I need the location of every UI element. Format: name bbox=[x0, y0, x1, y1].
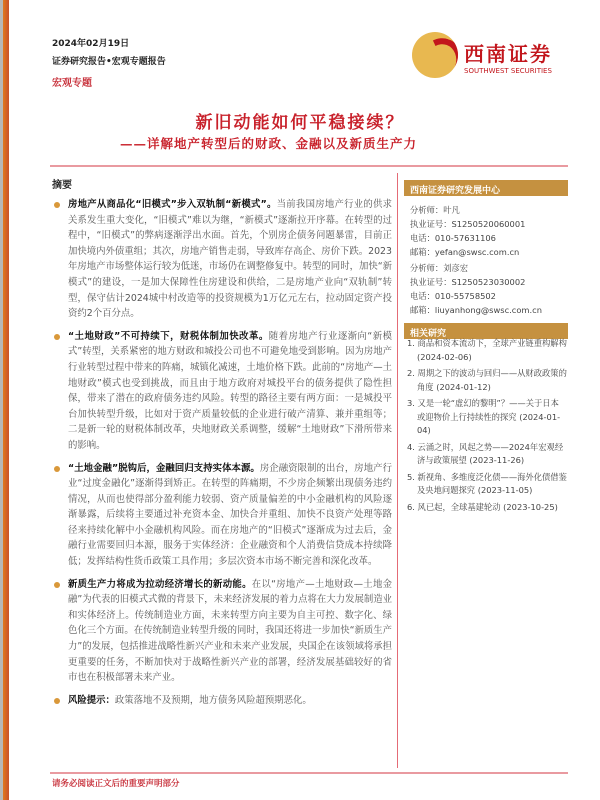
analyst-name: 分析师：叶凡 bbox=[410, 205, 460, 215]
page-title: 新旧动能如何平稳接续？ bbox=[195, 113, 405, 133]
logo-cn: 西南证券 bbox=[464, 42, 552, 66]
column-divider bbox=[397, 173, 398, 768]
related-item[interactable]: 6. 风已起，全球基建轮动 (2023-10-25) bbox=[407, 501, 558, 512]
logo-emblem-icon bbox=[412, 32, 458, 78]
related-research-list bbox=[407, 337, 567, 517]
related-item[interactable]: 5. 新视角、多维度泛化债——海外化债借鉴及央地问题探究 (2023-11-05) bbox=[407, 471, 567, 495]
company-logo bbox=[412, 32, 562, 84]
abstract-item bbox=[52, 461, 392, 570]
divider bbox=[50, 165, 568, 167]
item-text: 政策落地不及预期，地方债务风险超预期恶化。 bbox=[114, 694, 312, 706]
related-item[interactable]: 3. 又是一轮“虚幻的黎明”？——关于日本或迎物价上行持续性的探究 (2024-01-04) bbox=[407, 398, 561, 435]
report-date: 2024年02月19日 bbox=[52, 39, 130, 49]
related-item[interactable]: 1. 商品和资本流动下，全球产业链重构解构 (2024-02-06) bbox=[407, 338, 567, 362]
item-lead: 房地产从商品化“旧模式”步入双轨制“新模式”。 bbox=[68, 199, 277, 210]
abstract-item bbox=[52, 197, 392, 322]
related-research-heading: 相关研究 bbox=[404, 323, 568, 339]
item-lead: 新质生产力将成为拉动经济增长的新动能。 bbox=[68, 578, 252, 590]
item-lead: “土地金融”脱钩后，金融回归支持实体本源。 bbox=[68, 462, 260, 474]
abstract-body bbox=[52, 197, 392, 715]
item-text: 当前我国房地产行业的供求关系发生重大变化，“旧模式”难以为继，“新模式”逐渐拉开序幕。在转型的过程中，“旧模式”的弊病逐渐浮出水面。首先，个别房企债务问题暴雷，目前正加快境内外债重组；其次，房地产销售走弱，导致库存高企、房价下跌。2023年房地产市场整体运行较为低迷，市场仍在调整修复中。转型的同时，加快“新模式”的建设，一是加大保障性住房建设和供给，二是房地产业向“双轨制”转型，保守估计2024城中村改造等的投资规模为1万亿元左右，拉动固定资产投资约2个百分点。 bbox=[68, 199, 392, 320]
analyst-email[interactable]: 邮箱：liuyanhong@swsc.com.cn bbox=[410, 305, 542, 315]
page-subtitle: ——详解地产转型后的财政、金融以及新质生产力 bbox=[120, 136, 418, 151]
related-item[interactable]: 2. 周期之下的波动与回归——从财政政策的角度 (2024-01-12) bbox=[407, 368, 567, 392]
analyst-phone: 电话：010-55758502 bbox=[410, 291, 496, 301]
footer-disclaimer: 请务必阅读正文后的重要声明部分 bbox=[52, 779, 180, 789]
analyst-phone: 电话：010-57631106 bbox=[410, 233, 496, 243]
analyst-license: 执业证号：S1250520060001 bbox=[410, 219, 526, 229]
abstract-item bbox=[52, 329, 392, 454]
abstract-heading: 摘要 bbox=[52, 180, 72, 191]
report-category: 宏观专题 bbox=[52, 78, 92, 89]
item-lead: 风险提示： bbox=[68, 694, 115, 706]
abstract-item bbox=[52, 577, 392, 686]
analyst-email[interactable]: 邮箱：yefan@swsc.com.cn bbox=[410, 247, 520, 257]
analyst-card bbox=[410, 261, 542, 317]
analyst-card bbox=[410, 203, 525, 259]
analyst-name: 分析师：刘彦宏 bbox=[410, 263, 469, 273]
related-item[interactable]: 4. 云涌之时，风起之势——2024年宏观经济与政策展望 (2023-11-26) bbox=[407, 441, 564, 465]
footer-divider bbox=[50, 772, 568, 774]
logo-en: SOUTHWEST SECURITIES bbox=[464, 67, 552, 75]
item-text: 房企融资限制的出台，房地产行业“过度金融化”逐渐得到矫正。在转型的阵痛期，不少房企频繁出现债务违约情况，从而也使得部分盈利能力较弱、资产质量偏差的中小金融机构的风险逐渐暴露，后续将主要通过补充资本金、加快合并重组、加快不良资产处理等路径来持续化解中小金融机构风险。而在房地产的“旧模式”逐渐成为过去后，金融行业需要回归本源，服务于实体经济：企业融资和个人消费信贷成本持续降低；发挥结构性货币政策工具作用；多层次资本市场不断完善和深化改革。 bbox=[68, 462, 392, 568]
report-type: 证券研究报告•宏观专题报告 bbox=[52, 57, 166, 67]
item-text: 在以“房地产—土地财政—土地金融”为代表的旧模式式微的背景下，未来经济发展的着力点将在大力发展制造业和实体经济上。传统制造业方面，未来转型方向主要为自主可控、数字化、绿色化三个方面。在传统制造业转型升级的同时，我国还将进一步加快“新质生产力”的发展，包括推进战略性新兴产业和未来产业发展，央国企在该领域将承担更重要的任务，不断加快对于战略性新兴产业的部署，经济发展基础较好的省市也在积极部署未来产业。 bbox=[68, 578, 392, 684]
analyst-license: 执业证号：S1250523030002 bbox=[410, 277, 526, 287]
item-lead: “土地财政”不可持续下，财税体制加快改革。 bbox=[68, 330, 269, 342]
risk-warning bbox=[52, 693, 392, 709]
item-text: 随着房地产行业逐渐向“新模式”转型，关系紧密的地方财政和城投公司也不可避免地受到影响。因为房地产行业转型过程中带来的阵痛，城镇化减速，土地价格下跌。此前的“房地产—土地财政”模式也受到挑战，而且由于地方政府对城投平台的债务提供了隐性担保，带来了潜在的政府债务违约风险。转型的路径主要有两方面：一是城投平台加快转型升级，比如对于资产质量较低的企业进行破产清算、兼并重组等；二是新一轮的财税体制改革，央地财政关系调整，缓解“土地财政”下滑所带来的影响。 bbox=[68, 330, 393, 451]
research-center-heading: 西南证券研究发展中心 bbox=[404, 180, 568, 196]
